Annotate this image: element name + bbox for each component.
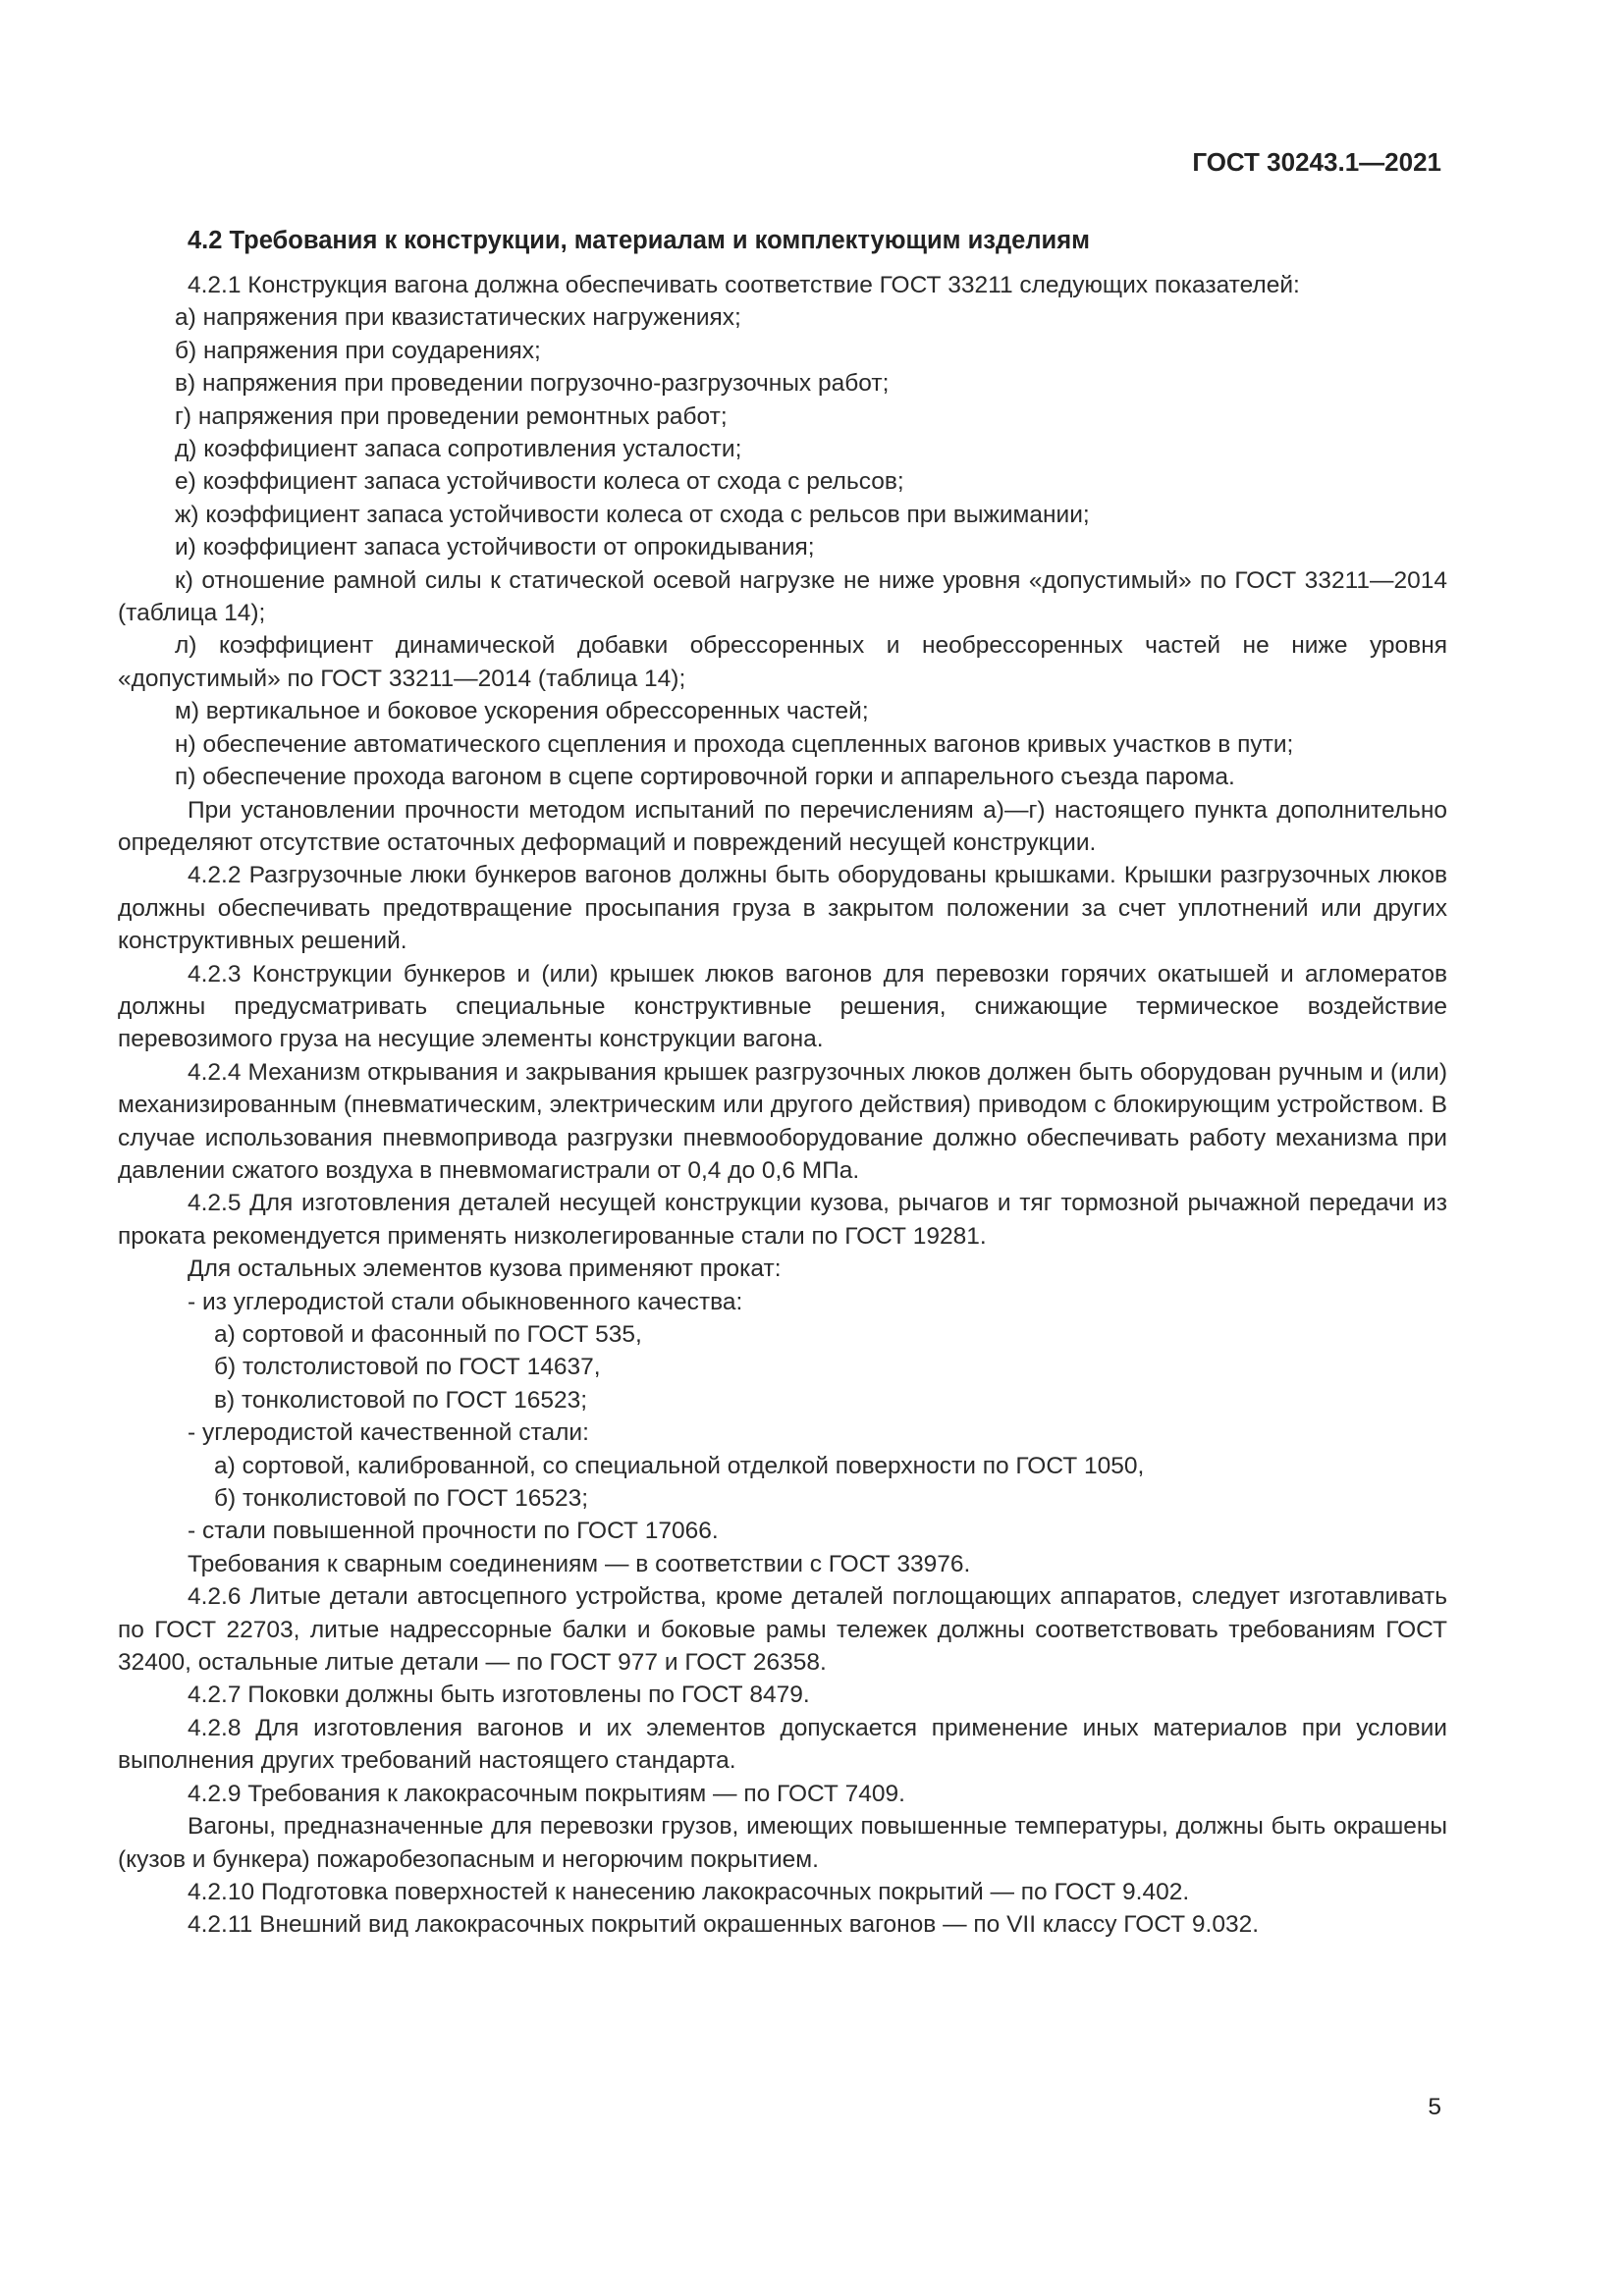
steel-item: а) сортовой, калиброванной, со специальной отделкой поверхности по ГОСТ 1050, <box>214 1452 1145 1479</box>
list-item: а) напряжения при квазистатических нагружениях; <box>175 304 741 332</box>
document-code: ГОСТ 30243.1—2021 <box>1192 147 1441 177</box>
clause-4-2-8: 4.2.8 Для изготовления вагонов и их элементов допускается применение иных материалов при условии выполнения других требований настоящего стандарта. <box>118 1714 1447 1775</box>
clause-4-2-9: 4.2.9 Требования к лакокрасочным покрытиям — по ГОСТ 7409. <box>188 1780 905 1807</box>
page-number: 5 <box>1428 2094 1441 2120</box>
clause-4-2-5-rest-label: Для остальных элементов кузова применяют прокат: <box>188 1255 782 1283</box>
list-item: г) напряжения при проведении ремонтных работ; <box>175 402 728 430</box>
clause-4-2-1-note: При установлении прочности методом испытаний по перечислениям а)—г) настоящего пункта дополнительно определяют отсутствие остаточных деформаций и повреждений несущей конструкции. <box>118 796 1447 856</box>
weld-requirements: Требования к сварным соединениям — в соответствии с ГОСТ 33976. <box>188 1550 971 1577</box>
list-item: ж) коэффициент запаса устойчивости колеса от схода с рельсов при выжимании; <box>175 501 1090 528</box>
clause-4-2-2: 4.2.2 Разгрузочные люки бункеров вагонов должны быть оборудованы крышками. Крышки разгрузочных люков должны обеспечивать предотвращение просыпания груза в закрытом положении за счет уплотнений или других конструктивных решений. <box>118 862 1447 955</box>
clause-4-2-11: 4.2.11 Внешний вид лакокрасочных покрытий окрашенных вагонов — по VII классу ГОСТ 9.032. <box>188 1911 1260 1939</box>
clause-4-2-7: 4.2.7 Поковки должны быть изготовлены по ГОСТ 8479. <box>188 1682 810 1709</box>
clause-4-2-3: 4.2.3 Конструкции бункеров и (или) крышек люков вагонов для перевозки горячих окатышей и агломератов должны предусматривать специальные конструктивные решения, снижающие термическое воздействие перевозимого груза на несущие элементы конструкции вагона. <box>118 960 1447 1053</box>
list-item: м) вертикальное и боковое ускорения обрессоренных частей; <box>175 698 869 725</box>
steel-item: б) толстолистовой по ГОСТ 14637, <box>214 1354 601 1381</box>
steel-group-label: - стали повышенной прочности по ГОСТ 17066. <box>188 1518 719 1545</box>
list-item: в) напряжения при проведении погрузочно-разгрузочных работ; <box>175 370 890 398</box>
list-item: л) коэффициент динамической добавки обрессоренных и необрессоренных частей не ниже уровня «допустимый» по ГОСТ 33211—2014 (таблица 14); <box>118 632 1447 692</box>
section-heading: 4.2 Требования к конструкции, материалам и комплектующим изделиям <box>188 227 1090 254</box>
clause-4-2-1-intro: 4.2.1 Конструкция вагона должна обеспечивать соответствие ГОСТ 33211 следующих показателей: <box>188 272 1300 298</box>
page-content <box>118 224 1447 1942</box>
clause-4-2-10: 4.2.10 Подготовка поверхностей к нанесению лакокрасочных покрытий — по ГОСТ 9.402. <box>188 1878 1190 1905</box>
list-item: н) обеспечение автоматического сцепления и прохода сцепленных вагонов кривых участков в пути; <box>175 730 1294 758</box>
list-item: и) коэффициент запаса устойчивости от опрокидывания; <box>175 534 815 561</box>
list-item: п) обеспечение прохода вагоном в сцепе сортировочной горки и аппарельного съезда парома. <box>175 764 1235 791</box>
clause-4-2-9-note: Вагоны, предназначенные для перевозки грузов, имеющих повышенные температуры, должны быть окрашены (кузов и бункера) пожаробезопасным и негорючим покрытием. <box>118 1813 1447 1873</box>
steel-group-label: - из углеродистой стали обыкновенного качества: <box>188 1288 743 1315</box>
clause-4-2-6: 4.2.6 Литые детали автосцепного устройства, кроме деталей поглощающих аппаратов, следует изготавливать по ГОСТ 22703, литые надрессорные балки и боковые рамы тележек должны соответствовать требованиям ГОСТ 32400, остальные литые детали — по ГОСТ 977 и ГОСТ 26358. <box>118 1583 1447 1677</box>
clause-4-2-5-intro: 4.2.5 Для изготовления деталей несущей конструкции кузова, рычагов и тяг тормозной рычажной передачи из проката рекомендуется применять низколегированные стали по ГОСТ 19281. <box>118 1190 1447 1250</box>
steel-item: б) тонколистовой по ГОСТ 16523; <box>214 1485 589 1513</box>
steel-item: в) тонколистовой по ГОСТ 16523; <box>214 1386 588 1414</box>
list-item: б) напряжения при соударениях; <box>175 337 541 364</box>
steel-group-label: - углеродистой качественной стали: <box>188 1419 589 1447</box>
list-item: к) отношение рамной силы к статической осевой нагрузке не ниже уровня «допустимый» по ГОСТ 33211—2014 (таблица 14); <box>118 566 1447 627</box>
list-item: д) коэффициент запаса сопротивления усталости; <box>175 436 742 463</box>
list-item: е) коэффициент запаса устойчивости колеса от схода с рельсов; <box>175 468 904 496</box>
clause-4-2-4: 4.2.4 Механизм открывания и закрывания крышек разгрузочных люков должен быть оборудован ручным и (или) механизированным (пневматическим, электрическим или другого действия) приводом с блокирующим устройством. В случае использования пневмопривода разгрузки пневмооборудование должно обеспечивать работу механизма при давлении сжатого воздуха в пневмомагистрали от 0,4 до 0,6 МПа. <box>118 1058 1447 1184</box>
steel-item: а) сортовой и фасонный по ГОСТ 535, <box>214 1321 642 1348</box>
